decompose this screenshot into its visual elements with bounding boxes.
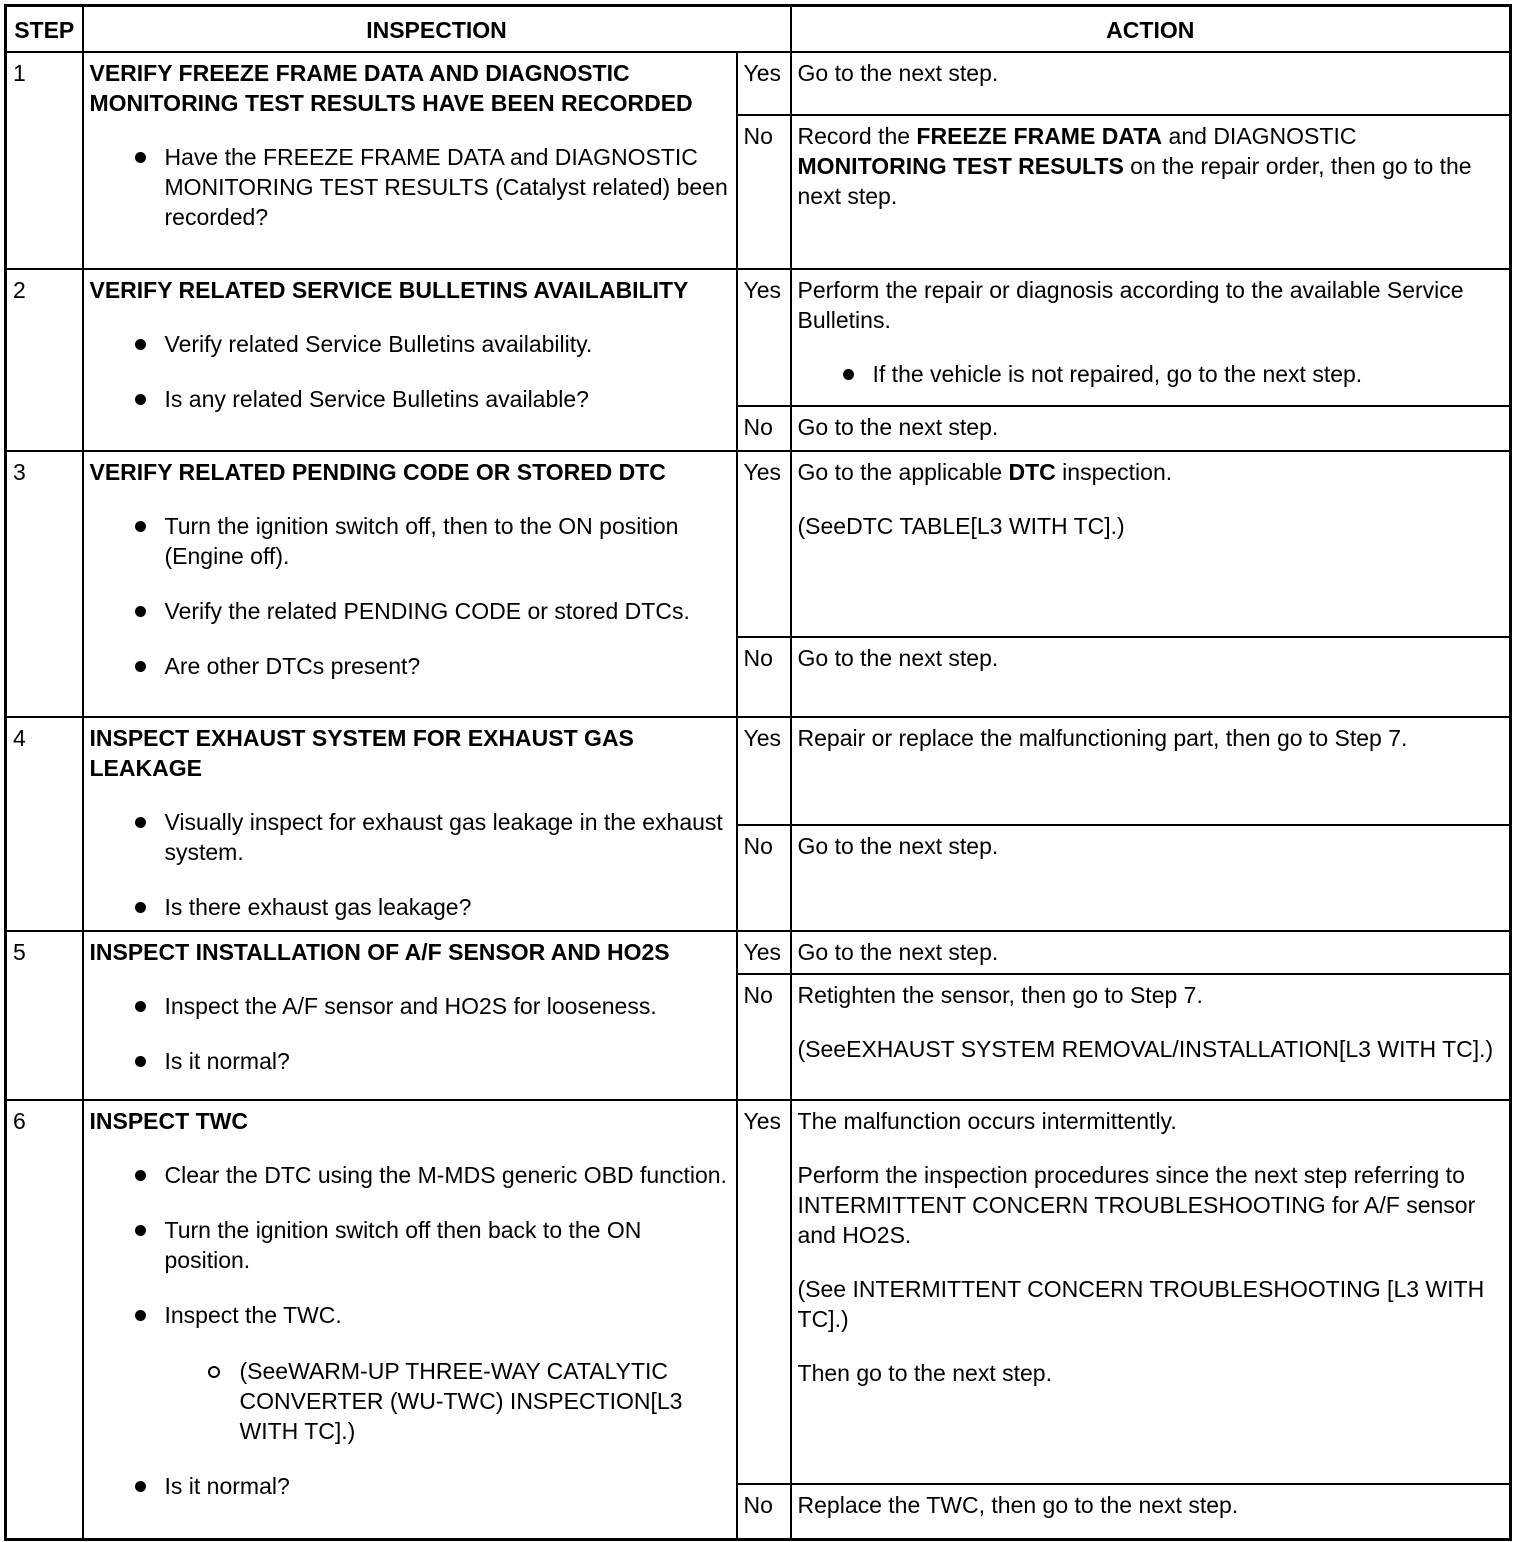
inspection-bullet: Visually inspect for exhaust gas leakage in the exhaust system. bbox=[165, 807, 730, 867]
yes-action: Go to the next step. bbox=[791, 52, 1511, 115]
no-action bbox=[791, 115, 1511, 269]
inspection-cell bbox=[83, 269, 737, 451]
inspection-cell bbox=[83, 931, 737, 1100]
step-3-yes-row bbox=[6, 451, 1511, 637]
inspection-bullets bbox=[90, 807, 730, 922]
inspection-bullet: Is it normal? bbox=[165, 1046, 730, 1076]
inspection-title: VERIFY RELATED SERVICE BULLETINS AVAILABILITY bbox=[89, 277, 689, 303]
inspection-cell bbox=[83, 1100, 737, 1539]
inspection-cell bbox=[83, 717, 737, 931]
inspection-bullet: Turn the ignition switch off then back to the ON position. bbox=[165, 1215, 730, 1275]
no-action-text: Retighten the sensor, then go to Step 7. bbox=[797, 982, 1203, 1008]
inspection-bullets bbox=[90, 991, 730, 1076]
inspection-title: INSPECT EXHAUST SYSTEM FOR EXHAUST GAS LEAKAGE bbox=[89, 725, 634, 781]
no-label: No bbox=[737, 974, 791, 1100]
action-bullets bbox=[798, 359, 1504, 389]
step-number: 3 bbox=[6, 451, 83, 717]
inspection-bullet-text: Inspect the TWC. bbox=[164, 1302, 342, 1328]
yes-action bbox=[791, 1100, 1511, 1484]
yes-action-part: Go to the applicable bbox=[797, 459, 1009, 485]
inspection-bullet: Are other DTCs present? bbox=[165, 651, 730, 681]
header-step: STEP bbox=[6, 6, 83, 53]
step-number: 4 bbox=[6, 717, 83, 931]
no-label: No bbox=[737, 406, 791, 451]
yes-action-text bbox=[798, 457, 1504, 487]
step-number: 1 bbox=[6, 52, 83, 269]
step-number: 2 bbox=[6, 269, 83, 451]
yes-label: Yes bbox=[737, 1100, 791, 1484]
no-action-text: on the repair order, then go to the next step. bbox=[797, 153, 1472, 209]
yes-action bbox=[791, 451, 1511, 637]
inspection-bullet: Inspect the A/F sensor and HO2S for looseness. bbox=[165, 991, 730, 1021]
yes-action-text: Perform the inspection procedures since the next step referring to INTERMITTENT CONCERN TROUBLESHOOTING for A/F sensor and HO2S. bbox=[797, 1162, 1476, 1248]
inspection-bullet: Is any related Service Bulletins available? bbox=[165, 384, 730, 414]
inspection-title: INSPECT TWC bbox=[89, 1108, 248, 1134]
no-action-bold: MONITORING TEST RESULTS bbox=[797, 153, 1124, 179]
yes-action: Repair or replace the malfunctioning part, then go to Step 7. bbox=[791, 717, 1511, 825]
no-label: No bbox=[737, 825, 791, 931]
no-action: Go to the next step. bbox=[791, 406, 1511, 451]
inspection-title: VERIFY RELATED PENDING CODE OR STORED DTC bbox=[89, 459, 666, 485]
yes-label: Yes bbox=[737, 52, 791, 115]
no-label: No bbox=[737, 1484, 791, 1539]
yes-action-reference: (See INTERMITTENT CONCERN TROUBLESHOOTING [L3 WITH TC].) bbox=[797, 1276, 1485, 1332]
step-4-yes-row bbox=[6, 717, 1511, 825]
step-number: 5 bbox=[6, 931, 83, 1100]
no-action: Go to the next step. bbox=[791, 637, 1511, 717]
yes-label: Yes bbox=[737, 717, 791, 825]
yes-label: Yes bbox=[737, 269, 791, 406]
sub-bullets bbox=[165, 1356, 730, 1446]
action-bullet: If the vehicle is not repaired, go to the next step. bbox=[873, 359, 1504, 389]
inspection-cell bbox=[83, 52, 737, 269]
inspection-bullet: Clear the DTC using the M-MDS generic OBD function. bbox=[165, 1160, 730, 1190]
step-5-yes-row bbox=[6, 931, 1511, 974]
inspection-bullet: Verify related Service Bulletins availability. bbox=[165, 329, 730, 359]
inspection-bullets bbox=[90, 1160, 730, 1501]
inspection-bullets bbox=[90, 142, 730, 232]
header-action: ACTION bbox=[791, 6, 1511, 53]
no-action: Replace the TWC, then go to the next step. bbox=[791, 1484, 1511, 1539]
no-action-bold: FREEZE FRAME DATA bbox=[916, 123, 1163, 149]
yes-action-text: The malfunction occurs intermittently. bbox=[797, 1108, 1177, 1134]
yes-action-text: Perform the repair or diagnosis according to the available Service Bulletins. bbox=[797, 277, 1464, 333]
header-row bbox=[6, 6, 1511, 53]
inspection-title: INSPECT INSTALLATION OF A/F SENSOR AND HO2S bbox=[89, 939, 670, 965]
step-1-yes-row bbox=[6, 52, 1511, 115]
step-2-yes-row bbox=[6, 269, 1511, 406]
yes-action bbox=[791, 269, 1511, 406]
inspection-bullet: Turn the ignition switch off, then to the ON position (Engine off). bbox=[165, 511, 730, 571]
yes-label: Yes bbox=[737, 451, 791, 637]
inspection-bullet: Have the FREEZE FRAME DATA and DIAGNOSTIC MONITORING TEST RESULTS (Catalyst related) been recorded? bbox=[164, 144, 728, 230]
sub-bullet: (SeeWARM-UP THREE-WAY CATALYTIC CONVERTER (WU-TWC) INSPECTION[L3 WITH TC].) bbox=[240, 1356, 730, 1446]
inspection-cell bbox=[83, 451, 737, 717]
step-6-yes-row bbox=[6, 1100, 1511, 1484]
step-number: 6 bbox=[6, 1100, 83, 1539]
yes-action-part: inspection. bbox=[1055, 459, 1173, 485]
yes-action-reference: (SeeDTC TABLE[L3 WITH TC].) bbox=[797, 513, 1125, 539]
yes-action: Go to the next step. bbox=[791, 931, 1511, 974]
yes-label: Yes bbox=[737, 931, 791, 974]
inspection-bullet: Is it normal? bbox=[165, 1471, 730, 1501]
no-label: No bbox=[737, 115, 791, 269]
inspection-bullets bbox=[90, 511, 730, 681]
inspection-bullets bbox=[90, 329, 730, 414]
no-action-reference: (SeeEXHAUST SYSTEM REMOVAL/INSTALLATION[L3 WITH TC].) bbox=[797, 1036, 1494, 1062]
yes-action-text: Then go to the next step. bbox=[797, 1360, 1052, 1386]
no-action: Go to the next step. bbox=[791, 825, 1511, 931]
inspection-bullet: Verify the related PENDING CODE or stored DTCs. bbox=[165, 596, 730, 626]
page bbox=[4, 4, 1509, 1537]
inspection-title: VERIFY FREEZE FRAME DATA AND DIAGNOSTIC MONITORING TEST RESULTS HAVE BEEN RECORDED bbox=[89, 60, 693, 116]
inspection-bullet: Is there exhaust gas leakage? bbox=[165, 892, 730, 922]
no-action bbox=[791, 974, 1511, 1100]
no-action-text: and DIAGNOSTIC bbox=[1162, 123, 1357, 149]
yes-action-bold: DTC bbox=[1008, 459, 1056, 485]
inspection-bullet bbox=[165, 1300, 730, 1446]
header-inspection: INSPECTION bbox=[83, 6, 791, 53]
no-label: No bbox=[737, 637, 791, 717]
diagnostic-table bbox=[4, 4, 1512, 1541]
no-action-text: Record the bbox=[797, 123, 917, 149]
